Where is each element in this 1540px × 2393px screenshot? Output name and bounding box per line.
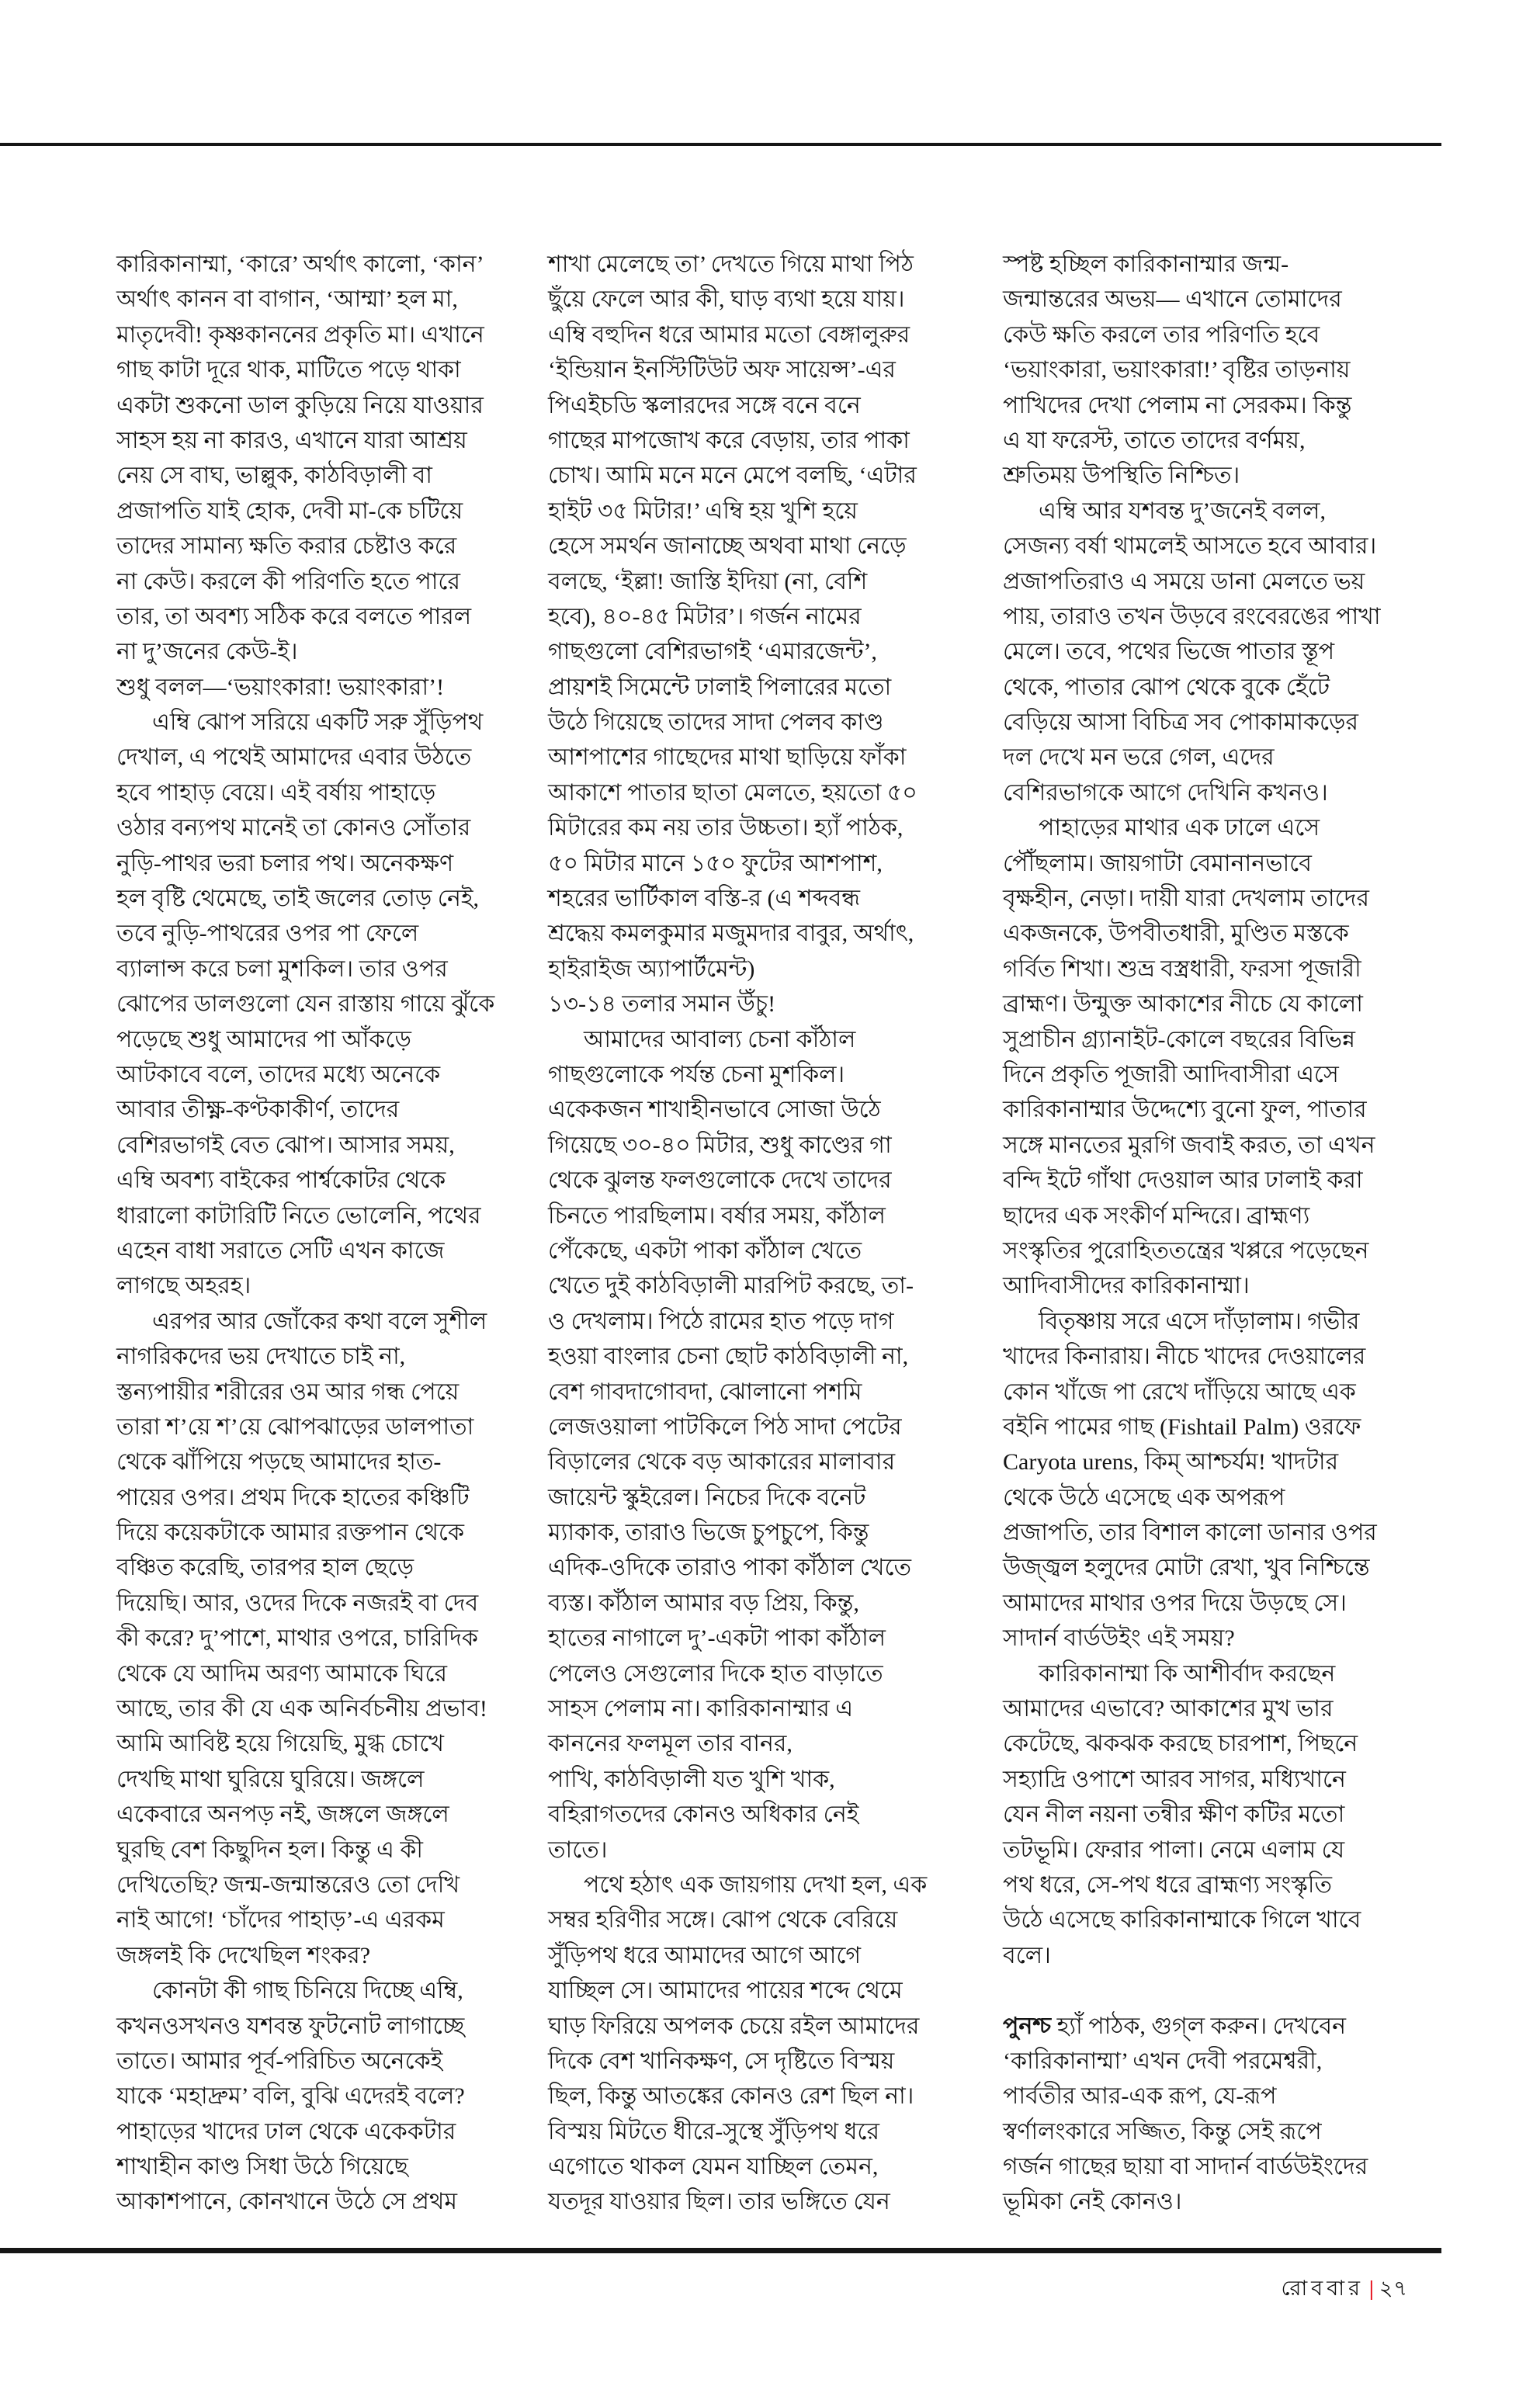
page-footer [1003, 2273, 1408, 2308]
text-line: সুঁড়িপথ ধরে আমাদের আগে আগে [548, 1942, 862, 1968]
text-line: কারিকানাম্মা, ‘কারে’ অর্থাৎ কালো, ‘কান’ [116, 251, 484, 277]
text-line: সাহস পেলাম না। কারিকানাম্মার এ [548, 1696, 854, 1722]
text-line: উঠে গিয়েছে তাদের সাদা পেলব কাণ্ড [548, 709, 884, 736]
text-line: আকাশপানে, কোনখানে উঠে সে প্রথম [116, 2189, 458, 2215]
text-line: কেউ ক্ষতি করলে তার পরিণতি হবে [1003, 321, 1320, 348]
text-line: প্রায়শই সিমেন্টে ঢালাই পিলারের মতো [548, 674, 892, 700]
text-line: দেখাল, এ পথেই আমাদের এবার উঠতে [116, 744, 472, 771]
text-line: পথ ধরে, সে-পথ ধরে ব্রাহ্মণ্য সংস্কৃতি [1003, 1871, 1333, 1898]
text-line: সুপ্রাচীন গ্র্যানাইট-কোলে বছরের বিভিন্ন [1003, 1026, 1356, 1053]
text-line: নেয় সে বাঘ, ভাল্লুক, কাঠবিড়ালী বা [116, 463, 432, 489]
text-line: দিনে প্রকৃতি পূজারী আদিবাসীরা এসে [1003, 1061, 1339, 1087]
text-line: পিএইচডি স্কলারদের সঙ্গে বনে বনে [548, 392, 861, 418]
text-line: বেশিরভাগকে আগে দেখিনি কখনও। [1003, 779, 1328, 806]
text-line: চিনতে পারছিলাম। বর্ষার সময়, কাঁঠাল [548, 1202, 886, 1229]
text-line: এম্বি বহুদিন ধরে আমার মতো বেঙ্গালুরুর [548, 321, 910, 348]
text-line: বহিরাগতদের কোনও অধিকার নেই [548, 1802, 859, 1828]
text-line: স্পষ্ট হচ্ছিল কারিকানাম্মার জন্ম- [1003, 251, 1289, 277]
text-line: এদিক-ওদিকে তারাও পাকা কাঁঠাল খেতে [548, 1555, 912, 1581]
text-line: ঝোপের ডালগুলো যেন রাস্তায় গায়ে ঝুঁকে [116, 991, 495, 1018]
text-line: জায়েন্ট স্কুইরেল। নিচের দিকে বনেট [548, 1484, 866, 1510]
article-column-2 [548, 247, 961, 2220]
text-line: পড়েছে শুধু আমাদের পা আঁকড়ে [116, 1026, 411, 1053]
text-line: থেকে উঠে এসেছে এক অপরূপ [1003, 1484, 1285, 1510]
text-line: লেজওয়ালা পাটকিলে পিঠ সাদা পেটের [548, 1413, 902, 1440]
text-line: সঙ্গে মানতের মুরগি জবাই করত, তা এখন [1003, 1132, 1375, 1158]
text-line: পৌঁছলাম। জায়গাটা বেমানানভাবে [1003, 850, 1312, 876]
text-line: যতদূর যাওয়ার ছিল। তার ভঙ্গিতে যেন [548, 2189, 890, 2215]
article-column-1 [116, 247, 508, 2220]
text-line: অর্থাৎ কানন বা বাগান, ‘আম্মা’ হল মা, [116, 286, 458, 313]
text-line: ওঠার বন্যপথ মানেই তা কোনও সোঁতার [116, 815, 471, 841]
text-line: থেকে ঝুলন্ত ফলগুলোকে দেখে তাদের [548, 1167, 892, 1194]
text-line: তাতে। আমার পূর্ব-পরিচিত অনেকেই [116, 2048, 443, 2074]
text-line: তার, তা অবশ্য সঠিক করে বলতে পারল [116, 603, 472, 629]
text-line: বিস্ময় মিটতে ধীরে-সুস্থে সুঁড়িপথ ধরে [548, 2118, 879, 2145]
text-line: ও দেখলাম। পিঠে রামের হাত পড়ে দাগ [548, 1308, 894, 1334]
text-line: দেখছি মাথা ঘুরিয়ে ঘুরিয়ে। জঙ্গলে [116, 1766, 425, 1792]
text-line: বইনি পামের গাছ (Fishtail Palm) ওরফে [1003, 1413, 1361, 1440]
text-line: কারিকানাম্মার উদ্দেশ্যে বুনো ফুল, পাতার [1003, 1097, 1367, 1123]
text-line: জঙ্গলই কি দেখেছিল শংকর? [116, 1942, 371, 1968]
text-line: পার্বতীর আর-এক রূপ, যে-রূপ [1003, 2083, 1277, 2110]
text-line: তারা শ’য়ে শ’য়ে ঝোপঝাড়ের ডালপাতা [116, 1413, 474, 1440]
text-line: হাতের নাগালে দু’-একটা পাকা কাঁঠাল [548, 1625, 886, 1652]
text-line: প্রজাপতি যাই হোক, দেবী মা-কে চটিয়ে [116, 498, 463, 524]
text-line: তবে নুড়ি-পাথরের ওপর পা ফেলে [116, 921, 419, 947]
text-line: এম্বি ঝোপ সরিয়ে একটি সরু সুঁড়িপথ [152, 709, 484, 736]
text-line: উজ্জ্বল হলুদের মোটা রেখা, খুব নিশ্চিন্তে [1003, 1555, 1370, 1581]
text-line: হাইট ৩৫ মিটার!’ এম্বি হয় খুশি হয়ে [548, 498, 858, 524]
text-line: ‘ইন্ডিয়ান ইনস্টিটিউট অফ সায়েন্স’-এর [548, 357, 896, 383]
text-line: আমাদের মাথার ওপর দিয়ে উড়ছে সে। [1003, 1590, 1347, 1616]
text-line: এহেন বাধা সরাতে সেটি এখন কাজে [116, 1237, 445, 1264]
text-line: পেঁকেছে, একটা পাকা কাঁঠাল খেতে [548, 1237, 862, 1264]
text-line: একজনকে, উপবীতধারী, মুণ্ডিত মস্তকে [1003, 921, 1349, 947]
text-line: পায়ের ওপর। প্রথম দিকে হাতের কঞ্চিটি [116, 1484, 470, 1510]
text-line: কোনটা কী গাছ চিনিয়ে দিচ্ছে এম্বি, [152, 1978, 463, 2004]
text-line: পাখিদের দেখা পেলাম না সেরকম। কিন্তু [1003, 392, 1352, 418]
text-line: কখনওসখনও যশবন্ত ফুটনোট লাগাচ্ছে [116, 2013, 465, 2039]
text-line: কেটেছে, ঝকঝক করছে চারপাশ, পিছনে [1003, 1731, 1358, 1757]
text-line: না দু’জনের কেউ-ই। [116, 639, 298, 665]
text-line [1003, 1973, 1408, 2008]
text-line: ‘কারিকানাম্মা’ এখন দেবী পরমেশ্বরী, [1003, 2048, 1323, 2074]
text-line: পুনশ্চ হ্যাঁ পাঠক, গুগ্‌ল করুন। দেখবেন [1003, 2013, 1346, 2039]
text-line: পথে হঠাৎ এক জায়গায় দেখা হল, এক [584, 1871, 928, 1898]
text-line: আমি আবিষ্ট হয়ে গিয়েছি, মুগ্ধ চোখে [116, 1731, 445, 1757]
text-line: একটা শুকনো ডাল কুড়িয়ে নিয়ে যাওয়ার [116, 392, 484, 418]
text-line: ব্যালান্স করে চলা মুশকিল। তার ওপর [116, 955, 448, 982]
text-line: চোখ। আমি মনে মনে মেপে বলছি, ‘এটার [548, 463, 917, 489]
text-line: সেজন্য বর্ষা থামলেই আসতে হবে আবার। [1003, 533, 1377, 560]
text-line: সম্বর হরিণীর সঙ্গে। ঝোপ থেকে বেরিয়ে [548, 1907, 898, 1933]
text-line: পেলেও সেগুলোর দিকে হাত বাড়াতে [548, 1660, 883, 1687]
text-line: এগোতে থাকল যেমন যাচ্ছিল তেমন, [548, 2154, 879, 2180]
text-line: হেসে সমর্থন জানাচ্ছে অথবা মাথা নেড়ে [548, 533, 907, 560]
text-line: হওয়া বাংলার চেনা ছোট কাঠবিড়ালী না, [548, 1344, 909, 1370]
text-line: বঞ্চিত করেছি, তারপর হাল ছেড়ে [116, 1555, 414, 1581]
text-line: পাহাড়ের মাথার এক ঢালে এসে [1039, 815, 1320, 841]
text-line: যাকে ‘মহাদ্রুম’ বলি, বুঝি এদেরই বলে? [116, 2083, 465, 2110]
text-line: ছুঁয়ে ফেলে আর কী, ঘাড় ব্যথা হয়ে যায়। [548, 286, 905, 313]
text-line: বেশিরভাগই বেত ঝোপ। আসার সময়, [116, 1132, 455, 1158]
text-line: দল দেখে মন ভরে গেল, এদের [1003, 744, 1275, 771]
text-line: তটভূমি। ফেরার পালা। নেমে এলাম যে [1003, 1836, 1345, 1863]
text-line: শুধু বলল—‘ভয়াংকারা! ভয়াংকারা’! [116, 674, 445, 700]
text-line: বন্দি ইটে গাঁথা দেওয়াল আর ঢালাই করা [1003, 1167, 1363, 1194]
text-line: ছিল, কিন্তু আতঙ্কের কোনও রেশ ছিল না। [548, 2083, 914, 2110]
text-line: শহরের ভার্টিকাল বস্তি-র (এ শব্দবন্ধ [548, 886, 861, 912]
text-line: থেকে, পাতার ঝোপ থেকে বুকে হেঁটে [1003, 674, 1330, 700]
text-line: মাতৃদেবী! কৃষ্ণকাননের প্রকৃতি মা। এখানে [116, 321, 484, 348]
text-line: শাখা মেলেছে তা’ দেখতে গিয়ে মাথা পিঠ [548, 251, 914, 277]
bottom-rule-divider [0, 2248, 1441, 2253]
text-line: খাদের কিনারায়। নীচে খাদের দেওয়ালের [1003, 1344, 1366, 1370]
text-line: হবে), ৪০-৪৫ মিটার’। গর্জন নামের [548, 603, 862, 629]
text-line: বলে। [1003, 1942, 1051, 1968]
text-line: ঘুরছি বেশ কিছুদিন হল। কিন্তু এ কী [116, 1836, 423, 1863]
text-line: পাহাড়ের খাদের ঢাল থেকে একেকটার [116, 2118, 456, 2145]
text-line: গর্বিত শিখা। শুভ্র বস্ত্রধারী, ফরসা পূজারী [1003, 955, 1361, 982]
text-line: ঘাড় ফিরিয়ে অপলক চেয়ে রইল আমাদের [548, 2013, 920, 2039]
text-line: Caryota urens, কিম্ আশ্চর্যম! খাদটার [1003, 1449, 1339, 1476]
footer-separator: | [1368, 2277, 1374, 2300]
text-line: বেশ গাবদাগোবদা, ঝোলানো পশমি [548, 1379, 862, 1405]
text-line: এম্বি আর যশবন্ত দু’জনেই বলল, [1039, 498, 1327, 524]
text-line: স্তন্যপায়ীর শরীরের ওম আর গন্ধ পেয়ে [116, 1379, 460, 1405]
text-line: তাতে। [548, 1836, 608, 1863]
text-line: একেবারে অনপড় নই, জঙ্গলে জঙ্গলে [116, 1802, 449, 1828]
text-line: কোন খাঁজে পা রেখে দাঁড়িয়ে আছে এক [1003, 1379, 1356, 1405]
text-line: কী করে? দু’পাশে, মাথার ওপরে, চারিদিক [116, 1625, 478, 1652]
text-line: ব্রাহ্মণ। উন্মুক্ত আকাশের নীচে যে কালো [1003, 991, 1363, 1018]
magazine-name: রোববার [1281, 2277, 1364, 2300]
text-line: যাচ্ছিল সে। আমাদের পায়ের শব্দে থেমে [548, 1978, 903, 2004]
text-line: এম্বি অবশ্য বাইকের পার্শ্বকোটর থেকে [116, 1167, 446, 1194]
text-line: দেখিতেছি? জন্ম-জন্মান্তরেও তো দেখি [116, 1871, 460, 1898]
text-line: আদিবাসীদের কারিকানাম্মা। [1003, 1273, 1250, 1299]
text-line: দিকে বেশ খানিকক্ষণ, সে দৃষ্টিতে বিস্ময় [548, 2048, 895, 2074]
text-line: পাখি, কাঠবিড়ালী যত খুশি খাক, [548, 1766, 835, 1792]
text-line: আটকাবে বলে, তাদের মধ্যে অনেকে [116, 1061, 441, 1087]
text-line: ‘ভয়াংকারা, ভয়াংকারা!’ বৃষ্টির তাড়নায় [1003, 357, 1351, 383]
text-line: হল বৃষ্টি থেমেছে, তাই জলের তোড় নেই, [116, 886, 479, 912]
text-line: এ যা ফরেস্ট, তাতে তাদের বর্ণময়, [1003, 427, 1306, 453]
page-number: ২৭ [1379, 2277, 1408, 2300]
text-line: ১৩-১৪ তলার সমান উঁচু! [548, 991, 776, 1018]
text-line: নুড়ি-পাথর ভরা চলার পথ। অনেকক্ষণ [116, 850, 454, 876]
top-rule-divider [0, 143, 1441, 146]
text-line: বলছে, ‘ইল্লা! জাস্তি ইদিয়া (না, বেশি [548, 568, 868, 595]
text-line: উঠে এসেছে কারিকানাম্মাকে গিলে খাবে [1003, 1907, 1361, 1933]
text-line: শ্রুতিময় উপস্থিতি নিশ্চিত। [1003, 463, 1240, 489]
text-line: জন্মান্তরের অভয়— এখানে তোমাদের [1003, 286, 1342, 313]
text-line: নাগরিকদের ভয় দেখাতে চাই না, [116, 1344, 406, 1370]
text-line: থেকে যে আদিম অরণ্য আমাকে ঘিরে [116, 1660, 447, 1687]
text-line: বৃক্ষহীন, নেড়া। দায়ী যারা দেখলাম তাদের [1003, 886, 1369, 912]
text-line: তাদের সামান্য ক্ষতি করার চেষ্টাও করে [116, 533, 457, 560]
text-line: ছাদের এক সংকীর্ণ মন্দিরে। ব্রাহ্মণ্য [1003, 1202, 1310, 1229]
text-line: দিয়ে কয়েকটাকে আমার রক্তপান থেকে [116, 1520, 464, 1546]
text-line: মিটারের কম নয় তার উচ্চতা। হ্যাঁ পাঠক, [548, 815, 904, 841]
text-line: আকাশে পাতার ছাতা মেলতে, হয়তো ৫০ [548, 779, 917, 806]
text-line: কারিকানাম্মা কি আশীর্বাদ করছেন [1039, 1660, 1336, 1687]
article-column-3 [1003, 247, 1408, 2220]
text-line: শাখাহীন কাণ্ড সিধা উঠে গিয়েছে [116, 2154, 408, 2180]
text-line: সাদার্ন বার্ডউইং এই সময়? [1003, 1625, 1235, 1652]
text-line: গাছগুলোকে পর্যন্ত চেনা মুশকিল। [548, 1061, 845, 1087]
text-line: গাছের মাপজোখ করে বেড়ায়, তার পাকা [548, 427, 910, 453]
text-line: ধারালো কাটারিটি নিতে ভোলেনি, পথের [116, 1202, 481, 1229]
text-line: সাহস হয় না কারও, এখানে যারা আশ্রয় [116, 427, 467, 453]
text-line: একেকজন শাখাহীনভাবে সোজা উঠে [548, 1097, 881, 1123]
text-line: থেকে ঝাঁপিয়ে পড়ছে আমাদের হাত- [116, 1449, 442, 1476]
text-line: গিয়েছে ৩০-৪০ মিটার, শুধু কাণ্ডের গা [548, 1132, 892, 1158]
text-line: প্রজাপতিরাও এ সময়ে ডানা মেলতে ভয় [1003, 568, 1365, 595]
text-line: কাননের ফলমূল তার বানর, [548, 1731, 793, 1757]
text-line: মেলে। তবে, পথের ভিজে পাতার স্তূপ [1003, 639, 1335, 665]
text-line: খেতে দুই কাঠবিড়ালী মারপিট করছে, তা- [548, 1273, 914, 1299]
text-line: শ্রদ্ধেয় কমলকুমার মজুমদার বাবুর, অর্থাৎ, [548, 921, 914, 947]
text-line: বিড়ালের থেকে বড় আকারের মালাবার [548, 1449, 896, 1476]
text-line: দিয়েছি। আর, ওদের দিকে নজরই বা দেব [116, 1590, 479, 1616]
text-line: ব্যস্ত। কাঁঠাল আমার বড় প্রিয়, কিন্তু, [548, 1590, 859, 1616]
text-line: ভূমিকা নেই কোনও। [1003, 2189, 1182, 2215]
text-line: আমাদের এভাবে? আকাশের মুখ ভার [1003, 1696, 1334, 1722]
text-line: হাইরাইজ অ্যাপার্টমেন্ট) [548, 955, 755, 982]
text-line: না কেউ। করলে কী পরিণতি হতে পারে [116, 568, 460, 595]
text-line: সংস্কৃতির পুরোহিততন্ত্রের খপ্পরে পড়েছেন [1003, 1237, 1369, 1264]
text-line: আমাদের আবাল্য চেনা কাঁঠাল [584, 1026, 856, 1053]
text-line: গাছগুলো বেশিরভাগই ‘এমারজেন্ট’, [548, 639, 877, 665]
text-line: গাছ কাটা দূরে থাক, মাটিতে পড়ে থাকা [116, 357, 461, 383]
text-line: বেড়িয়ে আসা বিচিত্র সব পোকামাকড়ের [1003, 709, 1358, 736]
text-line: হবে পাহাড় বেয়ে। এই বর্ষায় পাহাড়ে [116, 779, 436, 806]
text-line: সহ্যাদ্রি ওপাশে আরব সাগর, মধ্যিখানে [1003, 1766, 1346, 1792]
text-line: প্রজাপতি, তার বিশাল কালো ডানার ওপর [1003, 1520, 1377, 1546]
text-line: বিতৃষ্ণায় সরে এসে দাঁড়ালাম। গভীর [1039, 1308, 1360, 1334]
text-line: আবার তীক্ষ্ণ-কণ্টকাকীর্ণ, তাদের [116, 1097, 400, 1123]
text-line: স্বর্ণালংকারে সজ্জিত, কিন্তু সেই রূপে [1003, 2118, 1322, 2145]
text-line: ম্যাকাক, তারাও ভিজে চুপচুপে, কিন্তু [548, 1520, 869, 1546]
text-line: নাই আগে! ‘চাঁদের পাহাড়’-এ এরকম [116, 1907, 445, 1933]
text-line: যেন নীল নয়না তন্বীর ক্ষীণ কটির মতো [1003, 1802, 1345, 1828]
text-line: এরপর আর জোঁকের কথা বলে সুশীল [152, 1308, 487, 1334]
text-line: আছে, তার কী যে এক অনির্বচনীয় প্রভাব! [116, 1696, 487, 1722]
text-line: গর্জন গাছের ছায়া বা সাদার্ন বার্ডউইংদের [1003, 2154, 1368, 2180]
text-line: পায়, তারাও তখন উড়বে রংবেরঙের পাখা [1003, 603, 1381, 629]
text-line: আশপাশের গাছেদের মাথা ছাড়িয়ে ফাঁকা [548, 744, 907, 771]
text-line: ৫০ মিটার মানে ১৫০ ফুটের আশপাশ, [548, 850, 883, 876]
text-line: লাগছে অহরহ। [116, 1273, 251, 1299]
